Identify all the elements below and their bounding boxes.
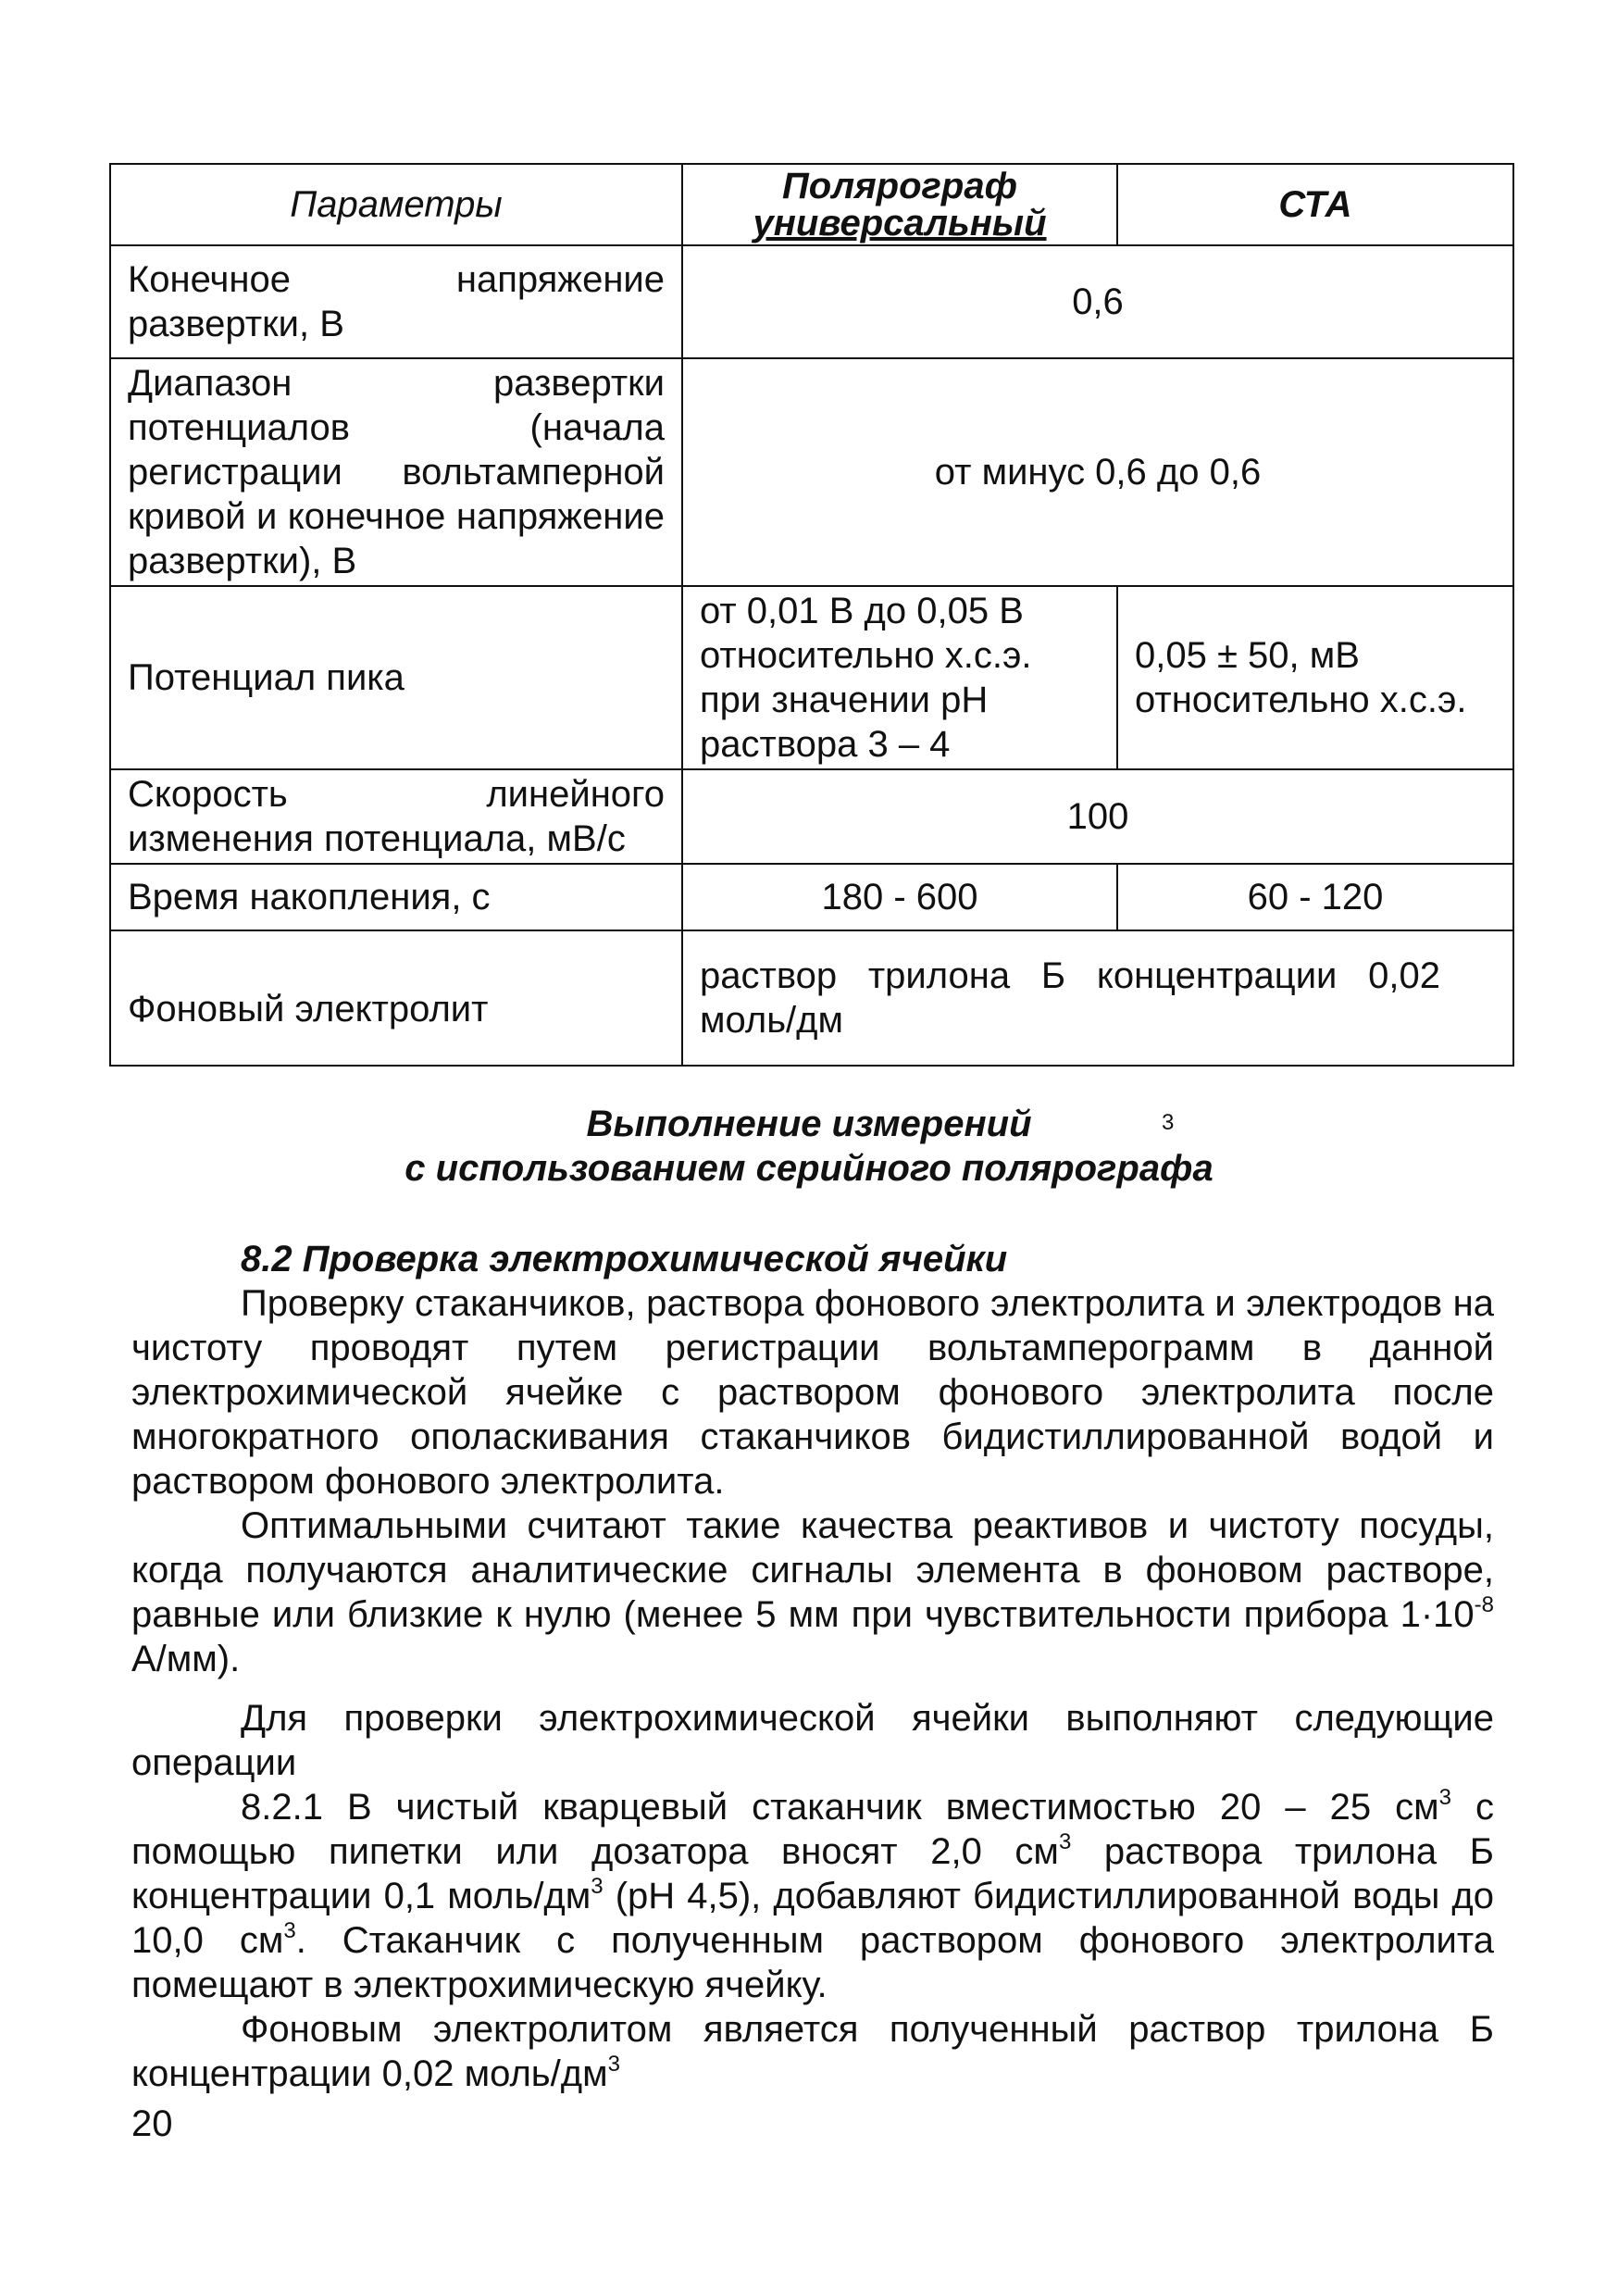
table-row [110,930,1513,1066]
param-cell: Диапазон развертки потенциалов (начала регистрации вольтамперной кривой и конечное напряжение развертки), В [110,358,682,586]
value-cell: 100 [682,769,1513,864]
value-cell-polarograph: от 0,01 В до 0,05 В относительно х.с.э. при значении рН раствора 3 – 4 [682,586,1117,769]
param-cell: Конечное напряжение развертки, В [110,245,682,358]
header-parameters: Параметры [110,164,682,245]
value-cell-sta: 60 - 120 [1117,864,1513,930]
section-title-line1: Выполнение измерений [586,1104,1032,1144]
table-row [110,245,1513,358]
param-cell: Потенциал пика [110,586,682,769]
page-number: 20 [131,2103,173,2144]
param-cell: Время накопления, с [110,864,682,930]
paragraph-5: Фоновым электролитом является полученный раствор трилона Б концентрации 0,02 моль/$дм^3$ [131,2009,1494,2094]
paragraph-1: Проверку стаканчиков, раствора фонового электролита и электродов на чистоту проводят путем регистрации вольтамперограмм в данной электрохимической ячейке с раствором фонового электролита после многократного ополаскивания стаканчиков бидистиллированной водой и раствором фонового электролита. [131,1283,1494,1502]
table-row [110,586,1513,769]
section-title-line2: с использованием серийного полярографа [404,1148,1214,1189]
value-cell: от минус 0,6 до 0,6 [682,358,1513,586]
value-cell: 0,6 [682,245,1513,358]
table-row [110,358,1513,586]
paragraph-2: Оптимальными считают такие качества реактивов и чистоту посуды, когда получаются аналитические сигналы элемента в фоновом растворе, равные или близкие к нулю (менее 5 мм при чувствительности прибора $1\cdot 10^{-8}$ А/мм). [131,1505,1494,1679]
value-cell: раствор трилона Б концентрации 0,02 моль/дм 3 [682,930,1513,1066]
paragraph-3: Для проверки электрохимической ячейки выполняют следующие операции [131,1698,1494,1783]
paragraph-4: 8.2.1 В чистый кварцевый стаканчик вместимостью 20 – 25 $см^3$ с помощью пипетки или дозатора вносят 2,0 $см^3$ раствора трилона Б концентрации 0,1 моль/$дм^3$ (рН 4,5), добавляют бидистиллированной воды до 10,0 $см^3$. Стаканчик с полученным раствором фонового электролита помещают в электрохимическую ячейку. [131,1784,1495,2005]
table-row [110,864,1513,930]
param-cell: Скорость линейного изменения потенциала, мВ/с [110,769,682,864]
subsection-title: 8.2 Проверка электрохимической ячейки [241,1239,1008,1279]
table-header-row [110,164,1513,245]
value-cell-sta: 0,05 ± 50, мВ относительно х.с.э. [1117,586,1513,769]
header-polarograph: Полярограф универсальный [682,164,1117,245]
table-row [110,769,1513,864]
header-sta: СТА [1117,164,1513,245]
value-cell-polarograph: 180 - 600 [682,864,1117,930]
param-cell: Фоновый электролит [110,930,682,1066]
